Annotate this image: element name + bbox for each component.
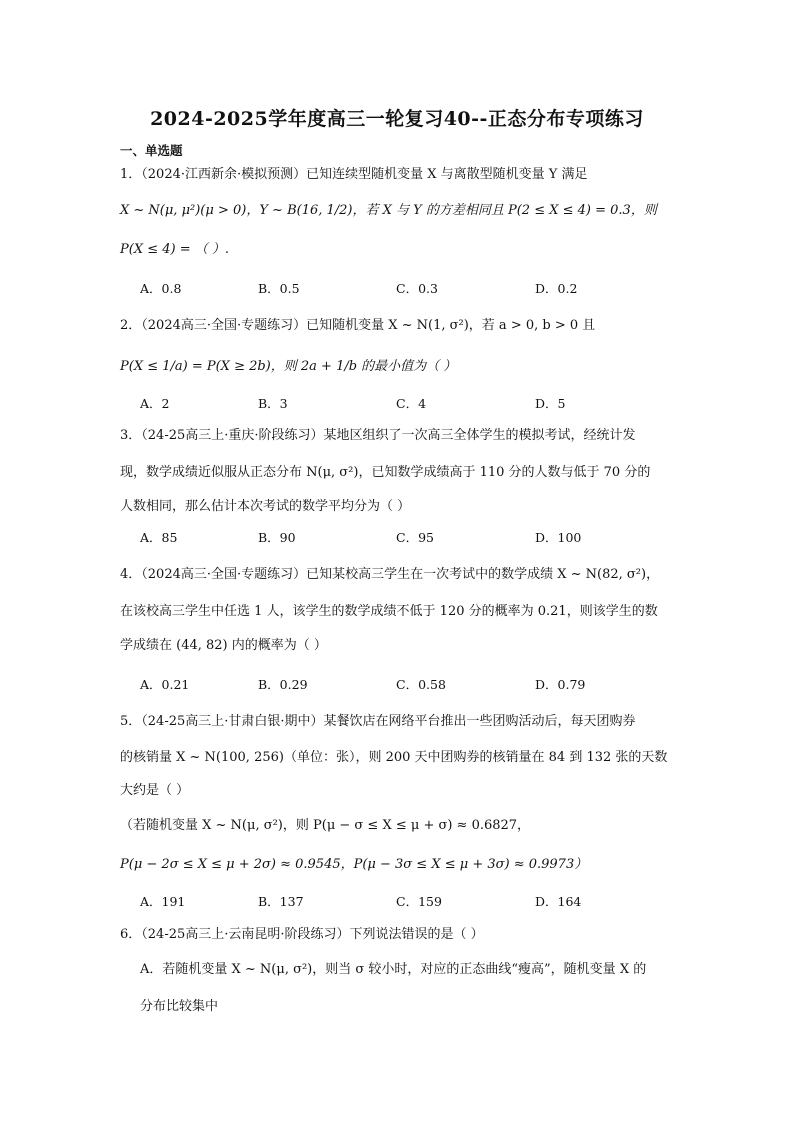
q2-line-2: P(X ≤ 1/a) = P(X ≥ 2b)，则 2a + 1/b 的最小值为（ ）: [120, 359, 457, 374]
q4-option-d[interactable]: D．0.79: [535, 677, 586, 692]
q5-option-c[interactable]: C．159: [396, 894, 442, 909]
q2-option-d[interactable]: D．5: [535, 396, 566, 411]
q4-option-c[interactable]: C．0.58: [396, 677, 446, 692]
q5-line-5: P(μ − 2σ ≤ X ≤ μ + 2σ) ≈ 0.9545，P(μ − 3σ ≤ X ≤ μ + 3σ) ≈ 0.9973）: [120, 857, 588, 872]
q3-line-3: 人数相同，那么估计本次考试的数学平均分为（ ）: [120, 499, 411, 514]
q2-option-a[interactable]: A．2: [140, 396, 170, 411]
q4-line-1: 4．（2024高三·全国·专题练习）已知某校高三学生在一次考试中的数学成绩 X ~ N(82, σ²)，: [120, 567, 660, 582]
q3-option-a[interactable]: A．85: [140, 530, 178, 545]
q6-option-a-line-2: 分布比较集中: [140, 999, 219, 1014]
section-heading: 一、单选题: [120, 143, 183, 158]
q4-line-2: 在该校高三学生中任选 1 人，该学生的数学成绩不低于 120 分的概率为 0.21，则该学生的数: [120, 604, 658, 619]
q1-option-c[interactable]: C．0.3: [396, 281, 438, 296]
q3-options: [140, 528, 700, 548]
q1-options: [140, 279, 700, 299]
q5-line-3: 大约是（ ）: [120, 783, 190, 798]
q5-option-b[interactable]: B．137: [258, 894, 304, 909]
q3-option-c[interactable]: C．95: [396, 530, 434, 545]
q1-option-b[interactable]: B．0.5: [258, 281, 300, 296]
q1-option-a[interactable]: A．0.8: [140, 281, 182, 296]
q5-line-2: 的核销量 X ~ N(100, 256)（单位：张），则 200 天中团购券的核销量在 84 到 132 张的天数: [120, 750, 668, 765]
q5-line-1: 5．（24-25高三上·甘肃白银·期中）某餐饮店在网络平台推出一些团购活动后，每天团购券: [120, 714, 636, 729]
q5-options: [140, 892, 700, 912]
q1-line-1: 1．（2024·江西新余·模拟预测）已知连续型随机变量 X 与离散型随机变量 Y 满足: [120, 167, 588, 182]
page-title: 2024-2025学年度高三一轮复习40--正态分布专项练习: [150, 108, 644, 130]
q6-option-a-line-1[interactable]: A．若随机变量 X ~ N(μ, σ²)，则当 σ 较小时，对应的正态曲线“瘦高”，随机变量 X 的: [140, 962, 647, 977]
q1-line-3: P(X ≤ 4) = （ ）.: [120, 242, 229, 257]
q6-line-1: 6．（24-25高三上·云南昆明·阶段练习）下列说法错误的是（ ）: [120, 927, 484, 942]
q1-option-d[interactable]: D．0.2: [535, 281, 578, 296]
q4-line-3: 学成绩在 (44, 82) 内的概率为（ ）: [120, 638, 327, 653]
q4-option-a[interactable]: A．0.21: [140, 677, 190, 692]
q3-option-d[interactable]: D．100: [535, 530, 582, 545]
q2-option-c[interactable]: C．4: [396, 396, 427, 411]
q5-option-a[interactable]: A．191: [140, 894, 186, 909]
q4-options: [140, 675, 700, 695]
q2-options: [140, 394, 700, 414]
q5-option-d[interactable]: D．164: [535, 894, 582, 909]
q2-line-1: 2．（2024高三·全国·专题练习）已知随机变量 X ~ N(1, σ²)，若 a > 0, b > 0 且: [120, 318, 596, 333]
q3-line-1: 3．（24-25高三上·重庆·阶段练习）某地区组织了一次高三全体学生的模拟考试，经统计发: [120, 428, 636, 443]
q3-option-b[interactable]: B．90: [258, 530, 296, 545]
q1-line-2: X ~ N(μ, μ²)(μ > 0)，Y ~ B(16, 1/2)，若 X 与 Y 的方差相同且 P(2 ≤ X ≤ 4) = 0.3，则: [120, 203, 657, 218]
q5-line-4: （若随机变量 X ~ N(μ, σ²)，则 P(μ − σ ≤ X ≤ μ + σ) ≈ 0.6827，: [120, 818, 531, 833]
q2-option-b[interactable]: B．3: [258, 396, 288, 411]
q3-line-2: 现，数学成绩近似服从正态分布 N(μ, σ²)，已知数学成绩高于 110 分的人数与低于 70 分的: [120, 465, 651, 480]
q4-option-b[interactable]: B．0.29: [258, 677, 308, 692]
